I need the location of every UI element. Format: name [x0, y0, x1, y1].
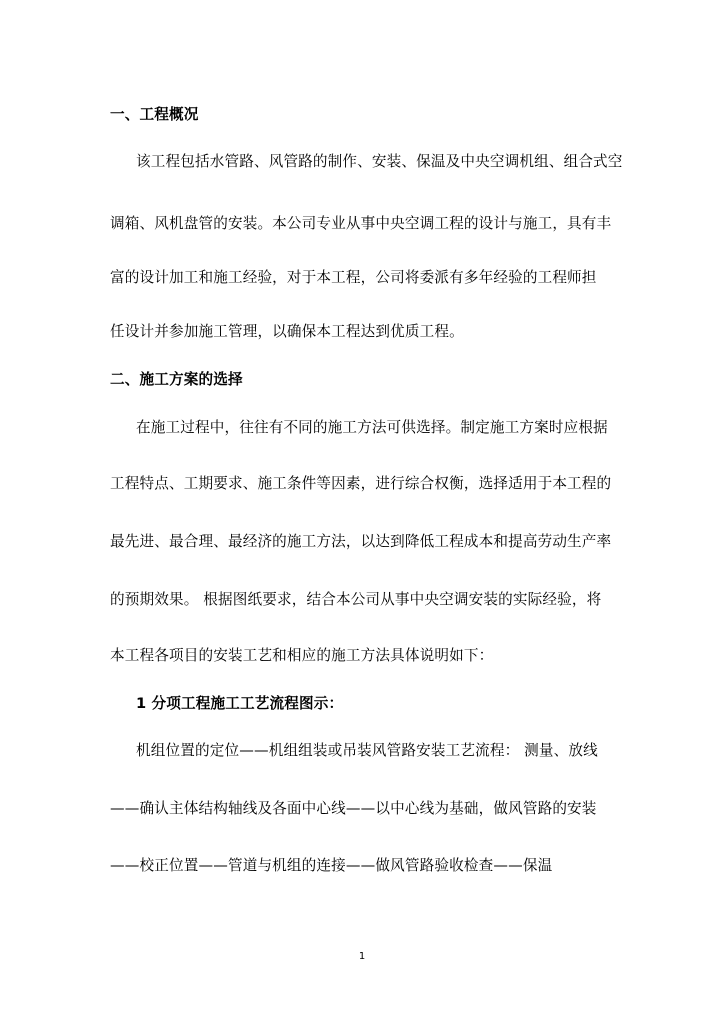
- flow-line: 机组位置的定位——机组组装或吊装风管路安装工艺流程： 测量、放线: [136, 742, 598, 759]
- page-number: 1: [358, 951, 366, 962]
- paragraph-line: 任设计并参加施工管理，以确保本工程达到优质工程。: [110, 323, 464, 340]
- paragraph-line: 该工程包括水管路、风管路的制作、安装、保温及中央空调机组、组合式空: [136, 153, 623, 170]
- paragraph-line: 富的设计加工和施工经验，对于本工程，公司将委派有多年经验的工程师担: [110, 269, 597, 286]
- paragraph-line: 最先进、最合理、最经济的施工方法，以达到降低工程成本和提高劳动生产率: [110, 533, 612, 550]
- subheading-process-flow: 1 分项工程施工工艺流程图示：: [136, 695, 344, 712]
- flow-line: ——校正位置——管道与机组的连接——做风管路验收检查——保温: [110, 857, 553, 874]
- paragraph-line: 本工程各项目的安装工艺和相应的施工方法具体说明如下：: [110, 647, 494, 664]
- paragraph-line: 调箱、风机盘管的安装。本公司专业从事中央空调工程的设计与施工，具有丰: [110, 215, 612, 232]
- section-heading-project-overview: 一、工程概况: [110, 106, 199, 123]
- paragraph-line: 工程特点、工期要求、施工条件等因素，进行综合权衡，选择适用于本工程的: [110, 475, 612, 492]
- paragraph-line: 在施工过程中，往往有不同的施工方法可供选择。制定施工方案时应根据: [136, 419, 608, 436]
- section-heading-construction-plan: 二、施工方案的选择: [110, 371, 243, 388]
- paragraph-line: 的预期效果。 根据图纸要求，结合本公司从事中央空调安装的实际经验，将: [110, 591, 602, 608]
- flow-line: ——确认主体结构轴线及各面中心线——以中心线为基础，做风管路的安装: [110, 800, 597, 817]
